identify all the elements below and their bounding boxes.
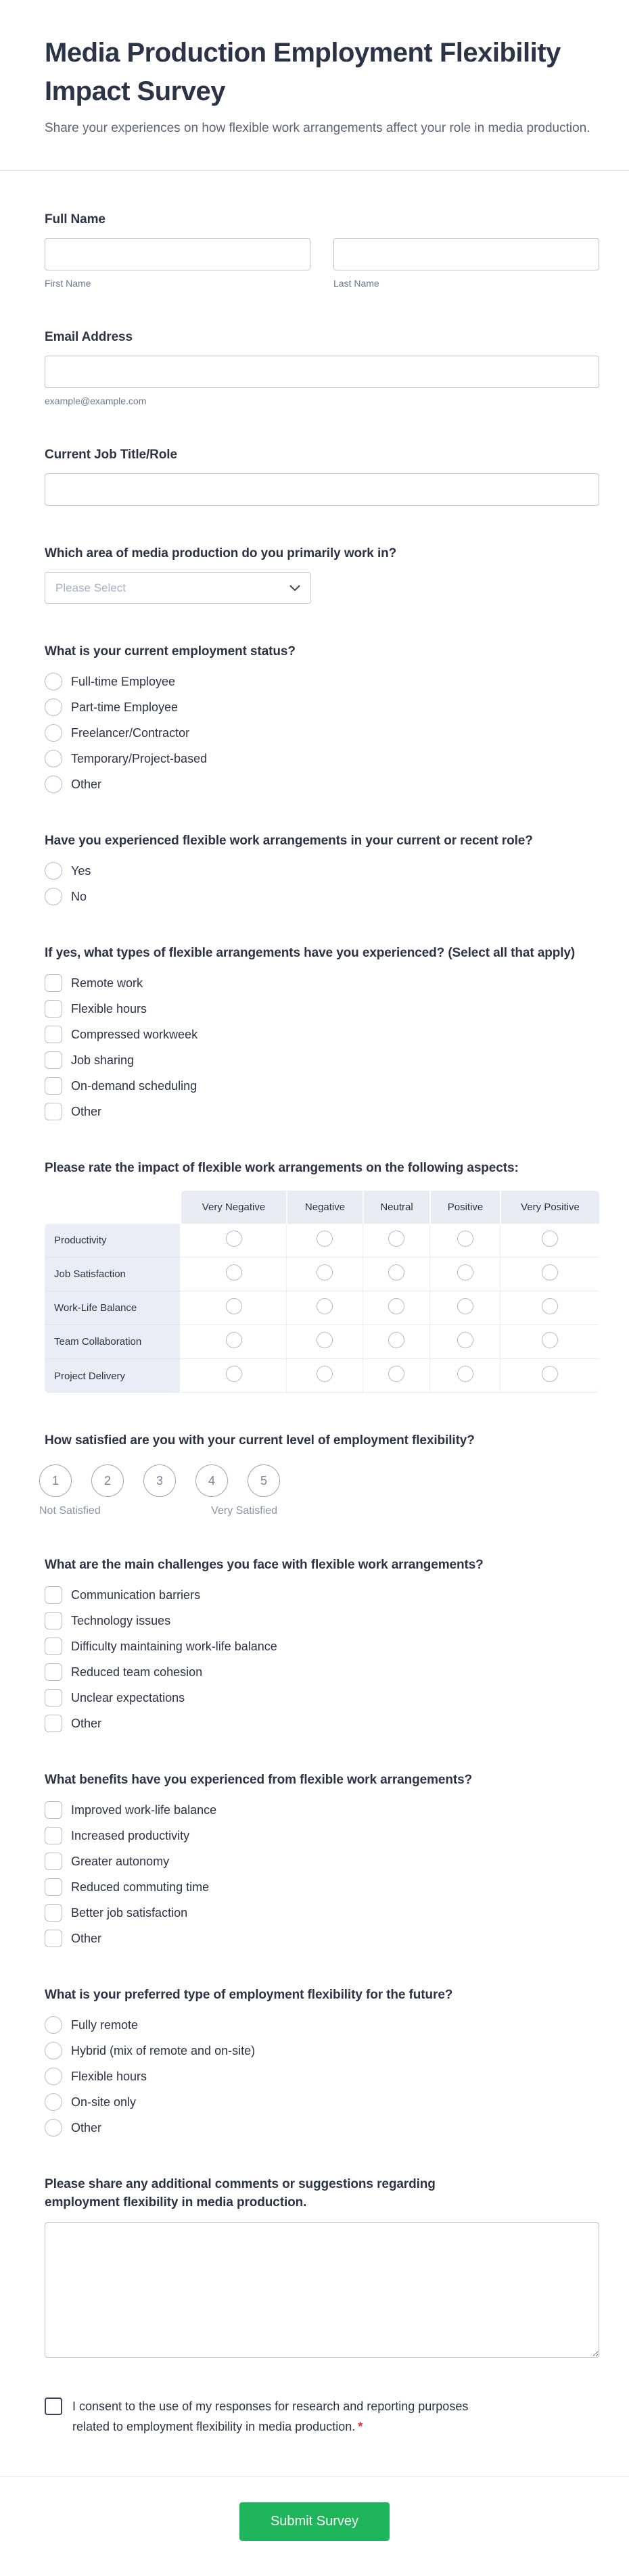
matrix-radio-control[interactable] <box>388 1298 404 1314</box>
question-label: If yes, what types of flexible arrangements have you experienced? (Select all that apply) <box>45 946 576 960</box>
matrix-radio-control[interactable] <box>542 1366 558 1382</box>
scale-option-1[interactable]: 1 <box>39 1464 72 1497</box>
question-experienced-flex <box>45 832 599 905</box>
matrix-radio-control[interactable] <box>317 1332 333 1348</box>
checkbox-option[interactable] <box>45 974 143 992</box>
checkbox-group-challenges <box>45 1586 599 1732</box>
radio-option[interactable] <box>45 673 175 690</box>
radio-control[interactable] <box>45 673 62 690</box>
question-job-title <box>45 446 599 506</box>
question-label: Full Name <box>45 212 106 226</box>
matrix-cell <box>363 1359 429 1393</box>
checkbox-option[interactable] <box>45 1586 200 1604</box>
matrix-radio-control[interactable] <box>317 1366 333 1382</box>
matrix-header-row <box>45 1191 599 1224</box>
checkbox-control[interactable] <box>45 1689 62 1707</box>
question-email <box>45 328 599 407</box>
matrix-radio-control[interactable] <box>317 1298 333 1314</box>
option-label: Other <box>71 1932 102 1945</box>
checkbox-control[interactable] <box>45 1878 62 1896</box>
option-label: Compressed workweek <box>71 1028 198 1041</box>
matrix-column-header: Negative <box>286 1191 363 1224</box>
matrix-row-label: Team Collaboration <box>45 1325 181 1359</box>
matrix-radio-control[interactable] <box>226 1264 242 1281</box>
select-placeholder: Please Select <box>55 581 126 594</box>
matrix-radio-control[interactable] <box>317 1231 333 1247</box>
option-label: On-demand scheduling <box>71 1079 197 1093</box>
question-label: Current Job Title/Role <box>45 448 177 462</box>
option-label: Communication barriers <box>71 1588 201 1602</box>
matrix-radio-control[interactable] <box>457 1366 473 1382</box>
matrix-cell <box>286 1325 363 1359</box>
matrix-cell <box>363 1224 429 1258</box>
question-label: Please rate the impact of flexible work arrangements on the following aspects: <box>45 1161 519 1175</box>
matrix-cell <box>500 1325 599 1359</box>
radio-option[interactable] <box>45 750 207 767</box>
matrix-radio-control[interactable] <box>542 1298 558 1314</box>
scale-option-4[interactable]: 4 <box>195 1464 228 1497</box>
radio-group-employment-status <box>45 673 599 793</box>
checkbox-option[interactable] <box>45 1904 187 1922</box>
checkbox-control[interactable] <box>45 1077 62 1095</box>
matrix-cell <box>500 1359 599 1393</box>
radio-control[interactable] <box>45 698 62 716</box>
form-footer <box>0 2477 629 2576</box>
checkbox-control[interactable] <box>45 1026 62 1043</box>
matrix-column-header: Very Negative <box>181 1191 286 1224</box>
question-full-name <box>45 210 599 289</box>
matrix-cell <box>363 1291 429 1325</box>
question-benefits <box>45 1771 599 1947</box>
checkbox-control[interactable] <box>45 974 62 992</box>
rating-matrix <box>45 1191 599 1393</box>
matrix-cell <box>500 1224 599 1258</box>
radio-control[interactable] <box>45 750 62 767</box>
question-label: Please share any additional comments or suggestions regarding employment flexibility in media production. <box>45 2177 436 2210</box>
checkbox-option[interactable] <box>45 1663 202 1681</box>
matrix-radio-control[interactable] <box>226 1298 242 1314</box>
matrix-cell <box>286 1291 363 1325</box>
matrix-cell <box>429 1325 500 1359</box>
chevron-down-icon <box>289 585 300 592</box>
checkbox-option[interactable] <box>45 1801 216 1819</box>
email-sublabel: example@example.com <box>45 396 147 406</box>
radio-control[interactable] <box>45 862 62 880</box>
matrix-column-header: Neutral <box>363 1191 429 1224</box>
question-label: What are the main challenges you face with flexible work arrangements? <box>45 1558 484 1572</box>
radio-option[interactable] <box>45 2016 138 2034</box>
checkbox-control[interactable] <box>45 1586 62 1604</box>
option-label: Greater autonomy <box>71 1855 170 1868</box>
checkbox-control[interactable] <box>45 1638 62 1655</box>
matrix-row-label: Productivity <box>45 1224 181 1258</box>
checkbox-control[interactable] <box>45 1904 62 1922</box>
matrix-cell <box>286 1359 363 1393</box>
matrix-cell <box>286 1258 363 1291</box>
matrix-row-label: Work-Life Balance <box>45 1291 181 1325</box>
matrix-column-header: Very Positive <box>500 1191 599 1224</box>
first-name-input[interactable] <box>45 238 310 270</box>
last-name-sublabel: Last Name <box>333 278 379 289</box>
option-label: Full-time Employee <box>71 675 176 688</box>
radio-option[interactable] <box>45 2119 101 2137</box>
option-label: Other <box>71 1105 102 1118</box>
radio-control[interactable] <box>45 888 62 905</box>
option-label: Reduced team cohesion <box>71 1665 203 1679</box>
checkbox-control[interactable] <box>45 1827 62 1844</box>
matrix-cell <box>429 1258 500 1291</box>
radio-control[interactable] <box>45 2093 62 2111</box>
last-name-input[interactable] <box>333 238 599 270</box>
question-label: What is your current employment status? <box>45 644 296 659</box>
radio-option[interactable] <box>45 724 189 742</box>
matrix-row <box>45 1224 599 1258</box>
matrix-cell <box>429 1359 500 1393</box>
consent-label-text: I consent to the use of my responses for research and reporting purposes related to employment flexibility in media production. <box>72 2400 469 2433</box>
scale-option-5[interactable]: 5 <box>248 1464 280 1497</box>
matrix-radio-control[interactable] <box>457 1264 473 1281</box>
matrix-radio-control[interactable] <box>388 1231 404 1247</box>
comments-textarea[interactable] <box>45 2222 599 2358</box>
matrix-radio-control[interactable] <box>457 1298 473 1314</box>
first-name-sublabel: First Name <box>45 278 91 289</box>
scale-circles <box>39 1464 280 1497</box>
page-subtitle: Share your experiences on how flexible work arrangements affect your role in media production. <box>45 121 590 135</box>
question-employment-status <box>45 642 599 793</box>
form-body <box>0 171 629 2437</box>
matrix-cell <box>181 1258 286 1291</box>
checkbox-group-flex-types <box>45 974 599 1120</box>
matrix-cell <box>429 1224 500 1258</box>
option-label: Fully remote <box>71 2018 139 2032</box>
radio-control[interactable] <box>45 2068 62 2085</box>
matrix-radio-control[interactable] <box>226 1231 242 1247</box>
option-label: Other <box>71 778 102 791</box>
matrix-row-label: Job Satisfaction <box>45 1258 181 1291</box>
form-header <box>0 0 629 171</box>
option-label: No <box>71 890 87 903</box>
option-label: Hybrid (mix of remote and on-site) <box>71 2044 256 2057</box>
scale-option-2[interactable]: 2 <box>91 1464 124 1497</box>
option-label: Remote work <box>71 976 143 990</box>
question-label: Which area of media production do you primarily work in? <box>45 546 397 560</box>
matrix-row <box>45 1359 599 1393</box>
checkbox-control[interactable] <box>45 1801 62 1819</box>
option-label: On-site only <box>71 2095 137 2109</box>
checkbox-option[interactable] <box>45 1026 197 1043</box>
matrix-radio-control[interactable] <box>457 1332 473 1348</box>
option-label: Other <box>71 2121 102 2134</box>
matrix-cell <box>500 1291 599 1325</box>
matrix-cell <box>181 1224 286 1258</box>
checkbox-option[interactable] <box>45 1077 197 1095</box>
matrix-row <box>45 1325 599 1359</box>
checkbox-option[interactable] <box>45 1103 101 1120</box>
question-comments <box>45 2175 599 2358</box>
question-label: What benefits have you experienced from flexible work arrangements? <box>45 1773 473 1787</box>
radio-control[interactable] <box>45 724 62 742</box>
checkbox-option[interactable] <box>45 1612 170 1629</box>
matrix-row <box>45 1258 599 1291</box>
matrix-radio-control[interactable] <box>542 1264 558 1281</box>
matrix-row <box>45 1291 599 1325</box>
matrix-cell <box>286 1224 363 1258</box>
matrix-row-label: Project Delivery <box>45 1359 181 1393</box>
checkbox-control[interactable] <box>45 1051 62 1069</box>
matrix-radio-control[interactable] <box>317 1264 333 1281</box>
scale-max-label: Very Satisfied <box>211 1505 277 1517</box>
checkbox-control[interactable] <box>45 1715 62 1732</box>
option-label: Increased productivity <box>71 1829 190 1842</box>
option-label: Other <box>71 1717 102 1730</box>
radio-option[interactable] <box>45 776 101 793</box>
radio-control[interactable] <box>45 2016 62 2034</box>
matrix-cell <box>363 1325 429 1359</box>
consent-label <box>72 2396 509 2437</box>
radio-option[interactable] <box>45 862 91 880</box>
question-label: Email Address <box>45 330 133 344</box>
option-label: Flexible hours <box>71 2070 147 2083</box>
radio-option[interactable] <box>45 2042 255 2059</box>
question-challenges <box>45 1556 599 1732</box>
checkbox-control[interactable] <box>45 1853 62 1870</box>
matrix-cell <box>500 1258 599 1291</box>
question-label: Have you experienced flexible work arrangements in your current or recent role? <box>45 834 533 848</box>
matrix-cell <box>181 1325 286 1359</box>
last-name-field <box>333 238 599 289</box>
radio-group-preferred <box>45 2016 599 2137</box>
checkbox-option[interactable] <box>45 1930 101 1947</box>
option-label: Flexible hours <box>71 1002 147 1016</box>
submit-button[interactable]: Submit Survey <box>239 2502 390 2541</box>
checkbox-option[interactable] <box>45 1853 169 1870</box>
checkbox-control[interactable] <box>45 1103 62 1120</box>
required-asterisk: * <box>358 2420 363 2433</box>
matrix-cell <box>363 1258 429 1291</box>
consent-checkbox[interactable] <box>45 2398 62 2415</box>
option-label: Freelancer/Contractor <box>71 726 190 740</box>
email-input[interactable] <box>45 356 599 388</box>
checkbox-option[interactable] <box>45 1638 277 1655</box>
radio-control[interactable] <box>45 2119 62 2137</box>
checkbox-control[interactable] <box>45 1612 62 1629</box>
radio-option[interactable] <box>45 2093 136 2111</box>
option-label: Technology issues <box>71 1614 171 1627</box>
matrix-radio-control[interactable] <box>388 1366 404 1382</box>
matrix-cell <box>181 1291 286 1325</box>
checkbox-group-benefits <box>45 1801 599 1947</box>
scale-option-3[interactable]: 3 <box>143 1464 176 1497</box>
option-label: Difficulty maintaining work-life balance <box>71 1640 277 1653</box>
matrix-radio-control[interactable] <box>226 1366 242 1382</box>
question-label: How satisfied are you with your current level of employment flexibility? <box>45 1433 475 1448</box>
checkbox-option[interactable] <box>45 1689 185 1707</box>
option-label: Part-time Employee <box>71 700 179 714</box>
matrix-cell <box>181 1359 286 1393</box>
checkbox-control[interactable] <box>45 1663 62 1681</box>
option-label: Yes <box>71 864 91 878</box>
matrix-column-header: Positive <box>429 1191 500 1224</box>
checkbox-option[interactable] <box>45 1051 134 1069</box>
radio-control[interactable] <box>45 2042 62 2059</box>
matrix-radio-control[interactable] <box>457 1231 473 1247</box>
checkbox-option[interactable] <box>45 1715 101 1732</box>
rating-scale <box>39 1464 599 1517</box>
radio-option[interactable] <box>45 698 178 716</box>
question-consent <box>45 2396 599 2437</box>
radio-option[interactable] <box>45 2068 147 2085</box>
question-label: What is your preferred type of employment flexibility for the future? <box>45 1988 453 2002</box>
scale-min-label: Not Satisfied <box>39 1505 101 1517</box>
matrix-radio-control[interactable] <box>542 1332 558 1348</box>
option-label: Better job satisfaction <box>71 1906 188 1919</box>
page-title: Media Production Employment Flexibility Impact Survey <box>45 38 561 106</box>
checkbox-control[interactable] <box>45 1930 62 1947</box>
radio-option[interactable] <box>45 888 87 905</box>
option-label: Reduced commuting time <box>71 1880 210 1894</box>
checkbox-option[interactable] <box>45 1878 209 1896</box>
first-name-field <box>45 238 310 289</box>
matrix-radio-control[interactable] <box>542 1231 558 1247</box>
checkbox-control[interactable] <box>45 1000 62 1018</box>
name-row <box>45 238 599 289</box>
radio-control[interactable] <box>45 776 62 793</box>
matrix-radio-control[interactable] <box>388 1264 404 1281</box>
area-select[interactable] <box>45 572 311 604</box>
option-label: Unclear expectations <box>71 1691 185 1704</box>
checkbox-option[interactable] <box>45 1827 189 1844</box>
question-area <box>45 544 599 604</box>
matrix-cell <box>429 1291 500 1325</box>
scale-labels <box>39 1505 277 1517</box>
option-label: Improved work-life balance <box>71 1803 217 1817</box>
matrix-radio-control[interactable] <box>388 1332 404 1348</box>
question-satisfaction-scale <box>39 1431 599 1517</box>
option-label: Job sharing <box>71 1053 135 1067</box>
question-preferred-flex <box>45 1986 599 2137</box>
matrix-radio-control[interactable] <box>226 1332 242 1348</box>
question-flex-types <box>45 944 599 1120</box>
job-title-input[interactable] <box>45 473 599 506</box>
option-label: Temporary/Project-based <box>71 752 208 765</box>
question-impact-matrix <box>45 1159 599 1393</box>
matrix-corner-cell <box>45 1191 181 1224</box>
radio-group-experienced <box>45 862 599 905</box>
checkbox-option[interactable] <box>45 1000 147 1018</box>
